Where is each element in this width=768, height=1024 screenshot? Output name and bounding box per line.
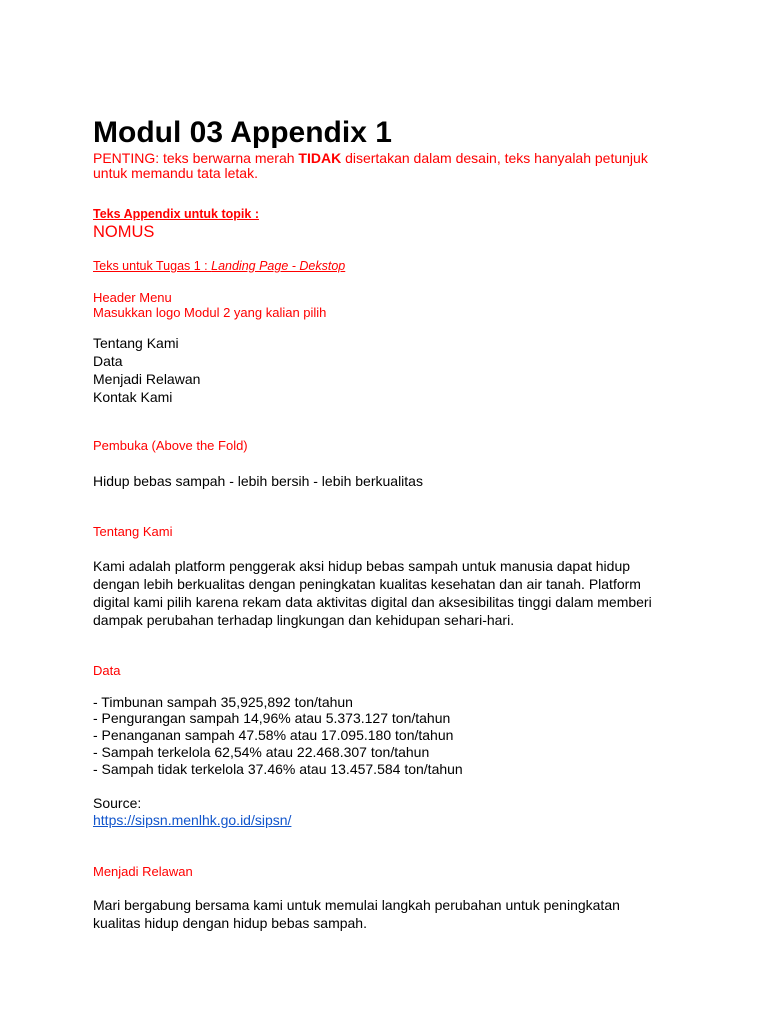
- topic-label: Teks Appendix untuk topik :: [93, 207, 259, 221]
- hero-tagline: Hidup bebas sampah - lebih bersih - lebih berkualitas: [93, 473, 423, 489]
- task-label-italic: Landing Page - Dekstop: [211, 259, 346, 273]
- notice-line-2: untuk memandu tata letak.: [93, 165, 258, 181]
- about-line: Kami adalah platform penggerak aksi hidup bebas sampah untuk manusia dapat hidup: [93, 558, 631, 574]
- volunteer-line: Mari bergabung bersama kami untuk memulai langkah perubahan untuk peningkatan: [93, 897, 620, 913]
- design-notice: [93, 151, 648, 181]
- data-source: [93, 795, 291, 829]
- menu-item-kontak-kami: Kontak Kami: [93, 389, 173, 405]
- header-menu-section: [93, 290, 326, 320]
- header-menu-items: [93, 334, 200, 406]
- list-item: - Penanganan sampah 47.58% atau 17.095.180 ton/tahun: [93, 727, 454, 744]
- menu-item-tentang-kami: Tentang Kami: [93, 335, 179, 351]
- about-line: dengan lebih berkualitas dengan peningkatan kualitas kesehatan dan air tanah. Platform: [93, 576, 641, 592]
- data-heading: Data: [93, 663, 121, 678]
- volunteer-paragraph: [93, 896, 620, 932]
- about-line: digital kami pilih karena rekam data aktivitas digital dan aksesibilitas tinggi dalam memberi: [93, 594, 652, 610]
- list-item: - Sampah terkelola 62,54% atau 22.468.307 ton/tahun: [93, 743, 430, 760]
- list-item: - Timbunan sampah 35,925,892 ton/tahun: [93, 693, 353, 710]
- data-list: [93, 694, 463, 778]
- source-link[interactable]: https://sipsn.menlhk.go.id/sipsn/: [93, 811, 292, 828]
- list-item: - Sampah tidak terkelola 37.46% atau 13.457.584 ton/tahun: [93, 760, 463, 777]
- notice-emphasis: TIDAK: [298, 150, 342, 166]
- source-label: Source:: [93, 794, 142, 811]
- volunteer-heading: Menjadi Relawan: [93, 864, 193, 879]
- header-menu-heading: Header Menu: [93, 290, 172, 305]
- page-title: Modul 03 Appendix 1: [93, 116, 392, 149]
- task-label: [93, 258, 345, 274]
- task-label-text: Teks untuk Tugas 1 :: [93, 259, 212, 273]
- hero-heading: Pembuka (Above the Fold): [93, 438, 248, 453]
- topic-name: NOMUS: [93, 223, 155, 241]
- header-menu-logo-note: Masukkan logo Modul 2 yang kalian pilih: [93, 305, 327, 320]
- about-paragraph: [93, 557, 652, 629]
- notice-text-end: disertakan dalam desain, teks hanyalah petunjuk: [341, 150, 648, 166]
- notice-text-start: PENTING: teks berwarna merah: [93, 150, 299, 166]
- menu-item-data: Data: [93, 353, 123, 369]
- list-item: - Pengurangan sampah 14,96% atau 5.373.127 ton/tahun: [93, 710, 451, 727]
- volunteer-line: kualitas hidup dengan hidup bebas sampah.: [93, 915, 367, 931]
- about-heading: Tentang Kami: [93, 524, 173, 539]
- notice-line-1: [93, 151, 648, 166]
- about-line: dampak perubahan terhadap lingkungan dan kehidupan sehari-hari.: [93, 612, 515, 628]
- menu-item-menjadi-relawan: Menjadi Relawan: [93, 371, 201, 387]
